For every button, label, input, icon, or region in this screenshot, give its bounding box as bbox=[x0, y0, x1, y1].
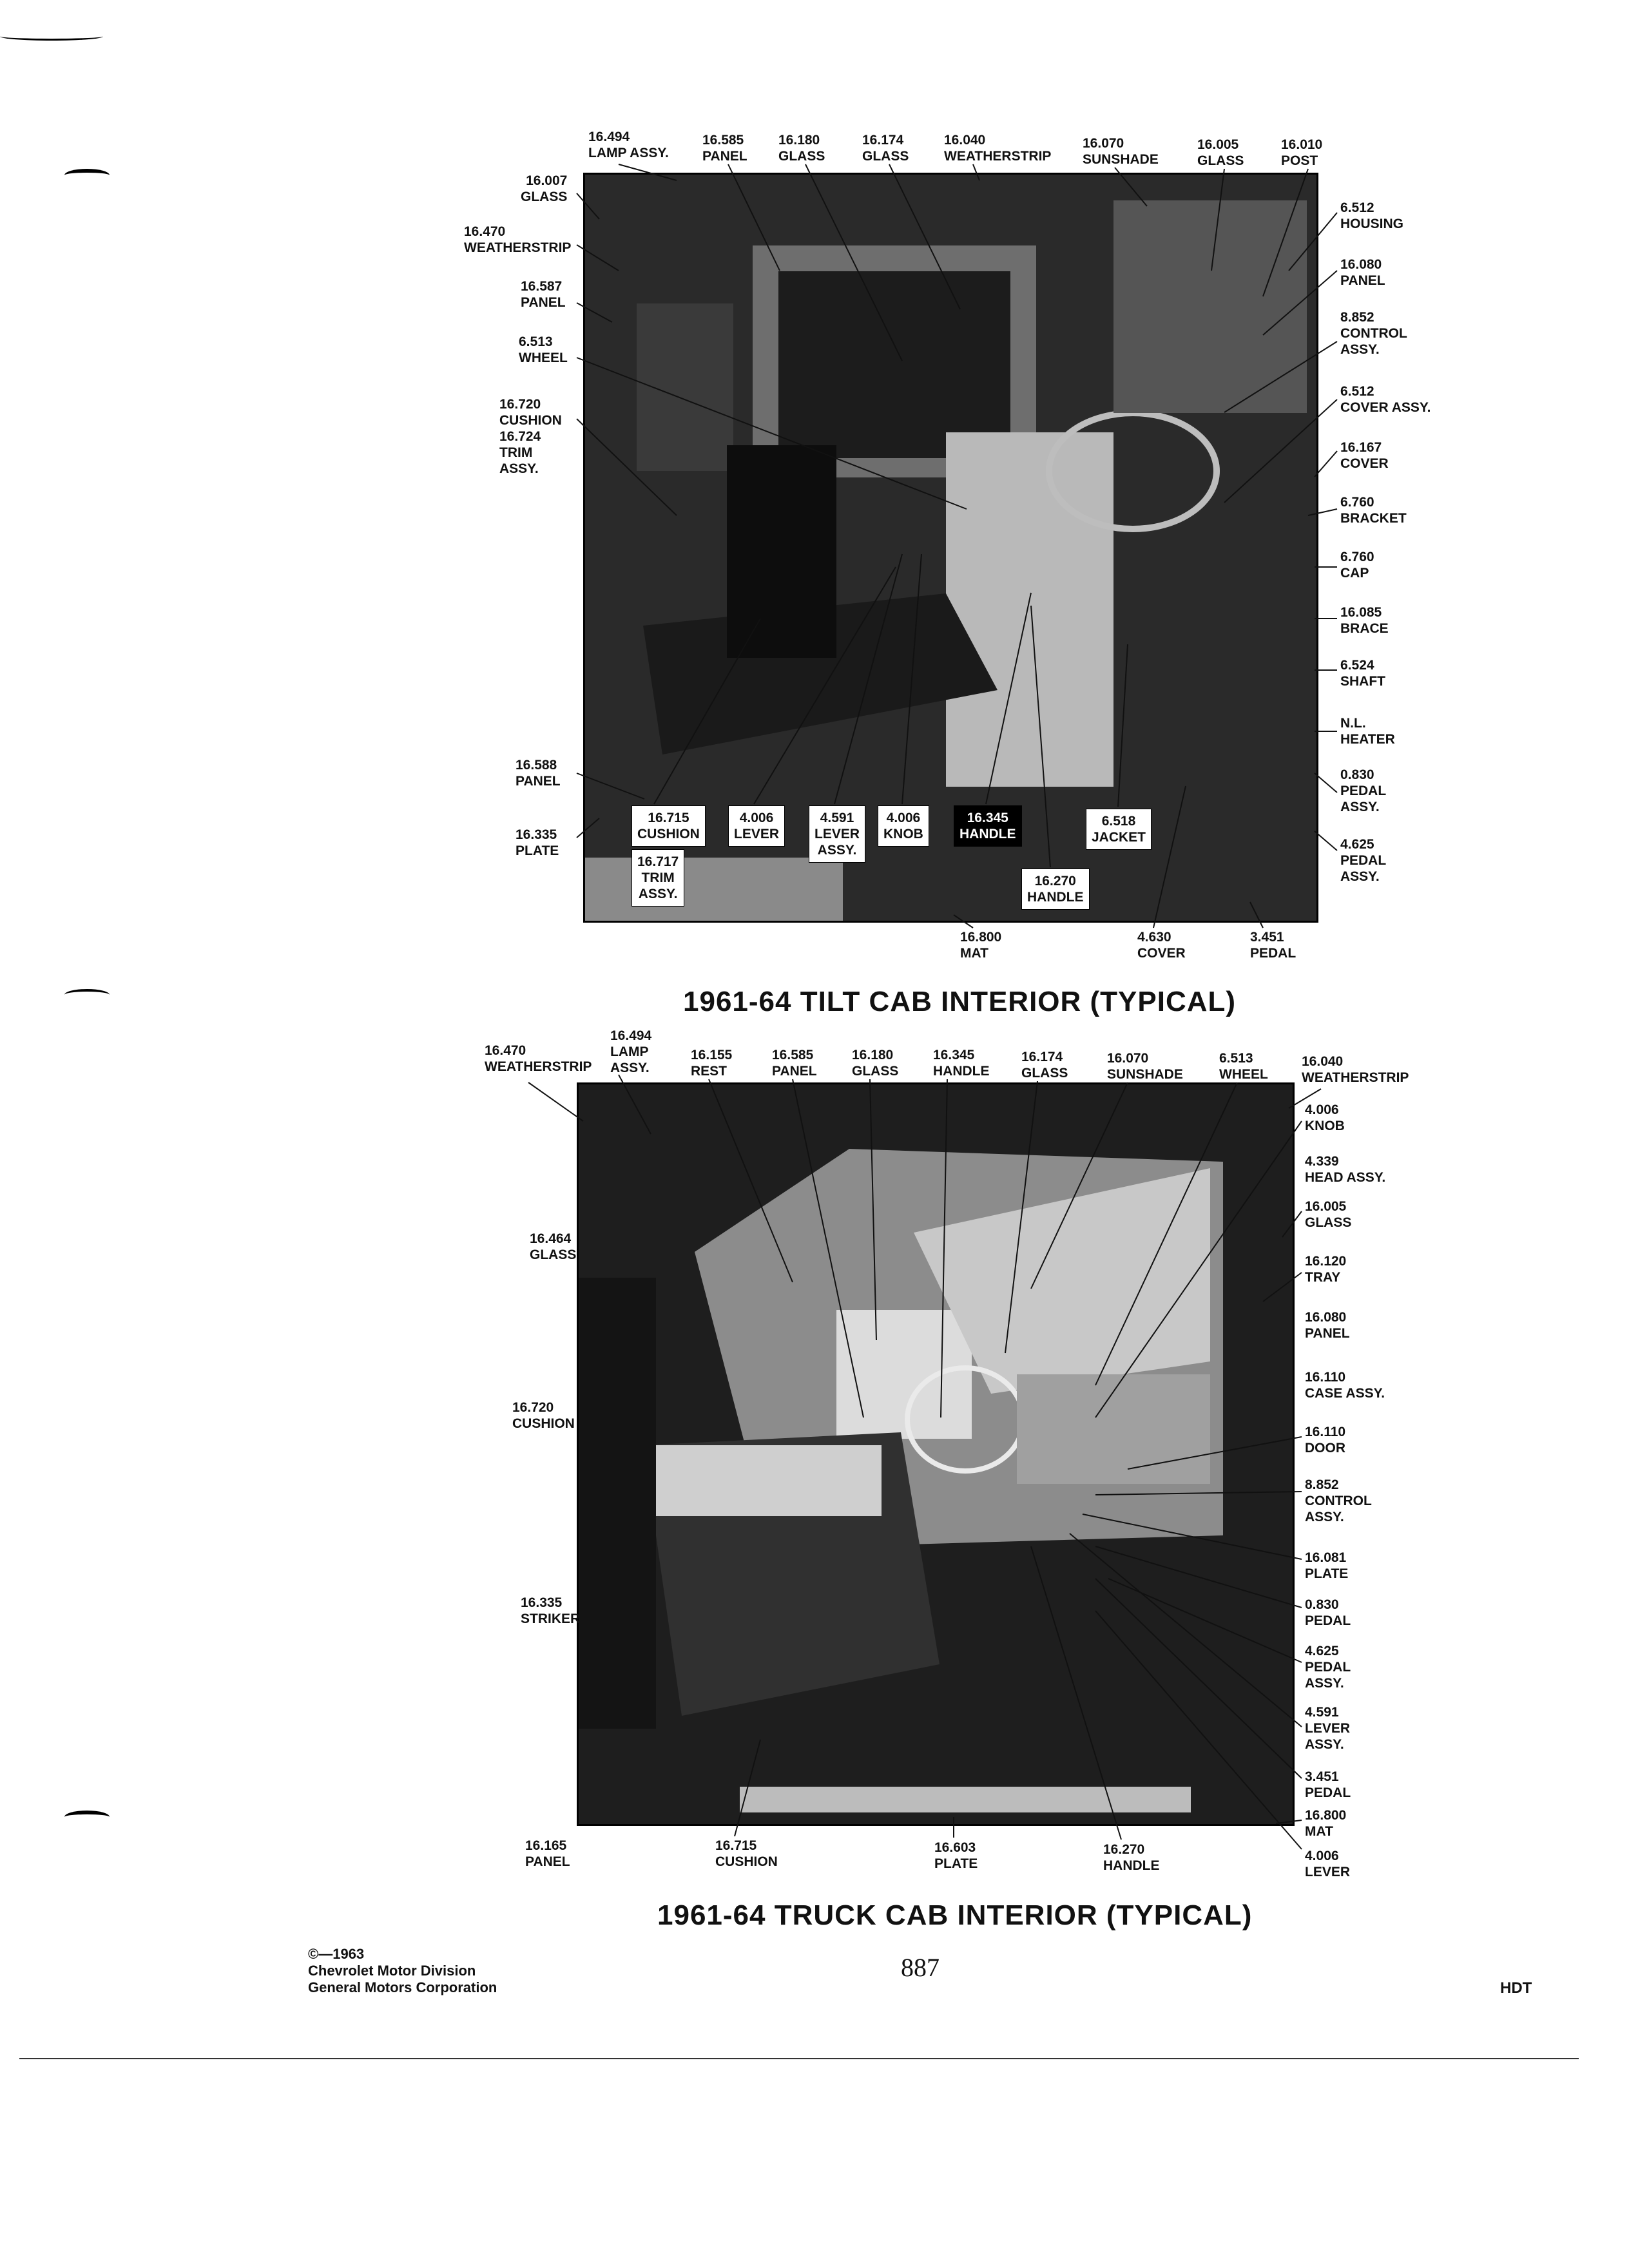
fig2-top-label: 16.040 WEATHERSTRIP bbox=[1302, 1054, 1409, 1085]
fig1-right-label: 16.167 COVER bbox=[1340, 440, 1389, 471]
fig1-top-label: 16.180 GLASS bbox=[778, 133, 825, 164]
fig1-box-label: 16.270 HANDLE bbox=[1021, 869, 1090, 910]
fig2-top-label: 16.494 LAMP ASSY. bbox=[610, 1028, 652, 1075]
scan-edge-bottom bbox=[19, 2055, 1579, 2059]
fig1-right-label: 6.524 SHAFT bbox=[1340, 658, 1385, 689]
fig2-left-label: 16.720 CUSHION bbox=[512, 1400, 575, 1431]
fig2-right-label: 16.080 PANEL bbox=[1305, 1310, 1350, 1341]
fig2-right-label: 3.451 PEDAL bbox=[1305, 1769, 1351, 1800]
fig1-top-label: 16.585 PANEL bbox=[702, 133, 747, 164]
fig1-left-label: 16.470 WEATHERSTRIP bbox=[464, 224, 572, 255]
fig2-top-label: 16.155 REST bbox=[691, 1048, 733, 1079]
fig1-bottom-label: 16.800 MAT bbox=[960, 930, 1002, 961]
fig2-right-label: 4.006 KNOB bbox=[1305, 1102, 1345, 1133]
fig1-right-label: 6.512 HOUSING bbox=[1340, 200, 1404, 231]
fig1-box-label: 16.715 CUSHION bbox=[631, 805, 706, 847]
fig1-right-label: 8.852 CONTROL ASSY. bbox=[1340, 310, 1407, 357]
fig2-right-label: 4.339 HEAD ASSY. bbox=[1305, 1154, 1386, 1185]
fig2-left-label: 16.464 GLASS bbox=[530, 1231, 577, 1262]
fig1-left-label: 16.007 GLASS bbox=[521, 173, 568, 204]
fig1-box-label: 16.345 HANDLE bbox=[954, 805, 1022, 847]
fig2-top-label: 16.470 WEATHERSTRIP bbox=[485, 1043, 592, 1074]
fig1-box-label: 16.717 TRIM ASSY. bbox=[631, 849, 684, 907]
fig2-right-label: 16.120 TRAY bbox=[1305, 1254, 1347, 1285]
fig2-right-label: 16.005 GLASS bbox=[1305, 1199, 1352, 1230]
fig2-bottom-label: 16.715 CUSHION bbox=[715, 1838, 778, 1869]
truck-cab-title: 1961-64 TRUCK CAB INTERIOR (TYPICAL) bbox=[657, 1899, 1253, 1931]
fig2-top-label: 6.513 WHEEL bbox=[1219, 1051, 1268, 1082]
fig1-top-label: 16.040 WEATHERSTRIP bbox=[944, 133, 1052, 164]
fig2-left-label: 16.335 STRIKER bbox=[521, 1595, 581, 1626]
fig2-right-label: 4.006 LEVER bbox=[1305, 1849, 1351, 1879]
fig1-box-label: 4.006 LEVER bbox=[728, 805, 785, 847]
fig1-left-label: 16.335 PLATE bbox=[516, 827, 559, 858]
fig2-top-label: 16.174 GLASS bbox=[1021, 1050, 1068, 1081]
binder-mark bbox=[64, 989, 110, 1001]
fig1-right-label: 16.085 BRACE bbox=[1340, 605, 1389, 636]
fig1-left-label: 16.587 PANEL bbox=[521, 279, 566, 310]
fig1-left-label: 16.720 CUSHION 16.724 TRIM ASSY. bbox=[499, 397, 562, 476]
fig2-right-label: 4.625 PEDAL ASSY. bbox=[1305, 1644, 1351, 1691]
truck-cab-photo bbox=[577, 1082, 1295, 1826]
scan-edge-top bbox=[0, 32, 103, 41]
fig1-right-label: 6.512 COVER ASSY. bbox=[1340, 384, 1431, 415]
fig1-top-label: 16.174 GLASS bbox=[862, 133, 909, 164]
binder-mark bbox=[64, 169, 110, 182]
fig1-right-label: 6.760 BRACKET bbox=[1340, 495, 1407, 526]
fig1-box-label: 4.591 LEVER ASSY. bbox=[809, 805, 865, 863]
fig2-right-label: 0.830 PEDAL bbox=[1305, 1597, 1351, 1628]
fig1-right-label: 0.830 PEDAL ASSY. bbox=[1340, 767, 1387, 814]
fig1-top-label: 16.070 SUNSHADE bbox=[1083, 136, 1159, 167]
fig2-bottom-label: 16.270 HANDLE bbox=[1103, 1842, 1160, 1873]
fig2-right-label: 8.852 CONTROL ASSY. bbox=[1305, 1477, 1372, 1524]
fig2-right-label: 16.800 MAT bbox=[1305, 1808, 1347, 1839]
fig1-top-label: 16.005 GLASS bbox=[1197, 137, 1244, 168]
fig1-right-label: 4.625 PEDAL ASSY. bbox=[1340, 837, 1387, 884]
truck-cab-illustration bbox=[579, 1084, 1293, 1824]
fig1-box-label: 6.518 JACKET bbox=[1086, 809, 1152, 850]
fig1-bottom-label: 4.630 COVER bbox=[1137, 930, 1186, 961]
fig2-left-label: 16.165 PANEL bbox=[525, 1838, 570, 1869]
fig1-bottom-label: 3.451 PEDAL bbox=[1250, 930, 1296, 961]
fig2-right-label: 4.591 LEVER ASSY. bbox=[1305, 1705, 1351, 1752]
copyright-notice: ©—1963 Chevrolet Motor Division General Motors Corporation bbox=[308, 1946, 497, 1995]
fig2-top-label: 16.180 GLASS bbox=[852, 1048, 899, 1079]
binder-mark bbox=[64, 1811, 110, 1823]
page-number: 887 bbox=[901, 1953, 940, 1982]
fig2-bottom-label: 16.603 PLATE bbox=[934, 1840, 978, 1871]
fig1-right-label: 16.080 PANEL bbox=[1340, 257, 1385, 288]
fig2-top-label: 16.070 SUNSHADE bbox=[1107, 1051, 1183, 1082]
fig2-top-label: 16.345 HANDLE bbox=[933, 1048, 990, 1079]
fig2-top-label: 16.585 PANEL bbox=[772, 1048, 817, 1079]
fig2-right-label: 16.081 PLATE bbox=[1305, 1550, 1349, 1581]
fig1-left-label: 6.513 WHEEL bbox=[519, 334, 568, 365]
fig1-box-label: 4.006 KNOB bbox=[878, 805, 929, 847]
fig2-right-label: 16.110 DOOR bbox=[1305, 1425, 1346, 1456]
fig1-right-label: N.L. HEATER bbox=[1340, 716, 1395, 747]
fig1-left-label: 16.588 PANEL bbox=[516, 758, 561, 789]
fig1-top-label: 16.010 POST bbox=[1281, 137, 1323, 168]
fig1-right-label: 6.760 CAP bbox=[1340, 550, 1374, 581]
tilt-cab-title: 1961-64 TILT CAB INTERIOR (TYPICAL) bbox=[683, 986, 1237, 1017]
fig2-right-label: 16.110 CASE ASSY. bbox=[1305, 1370, 1385, 1401]
fig1-top-label: 16.494 LAMP ASSY. bbox=[588, 130, 669, 160]
section-code: HDT bbox=[1500, 1979, 1532, 1997]
